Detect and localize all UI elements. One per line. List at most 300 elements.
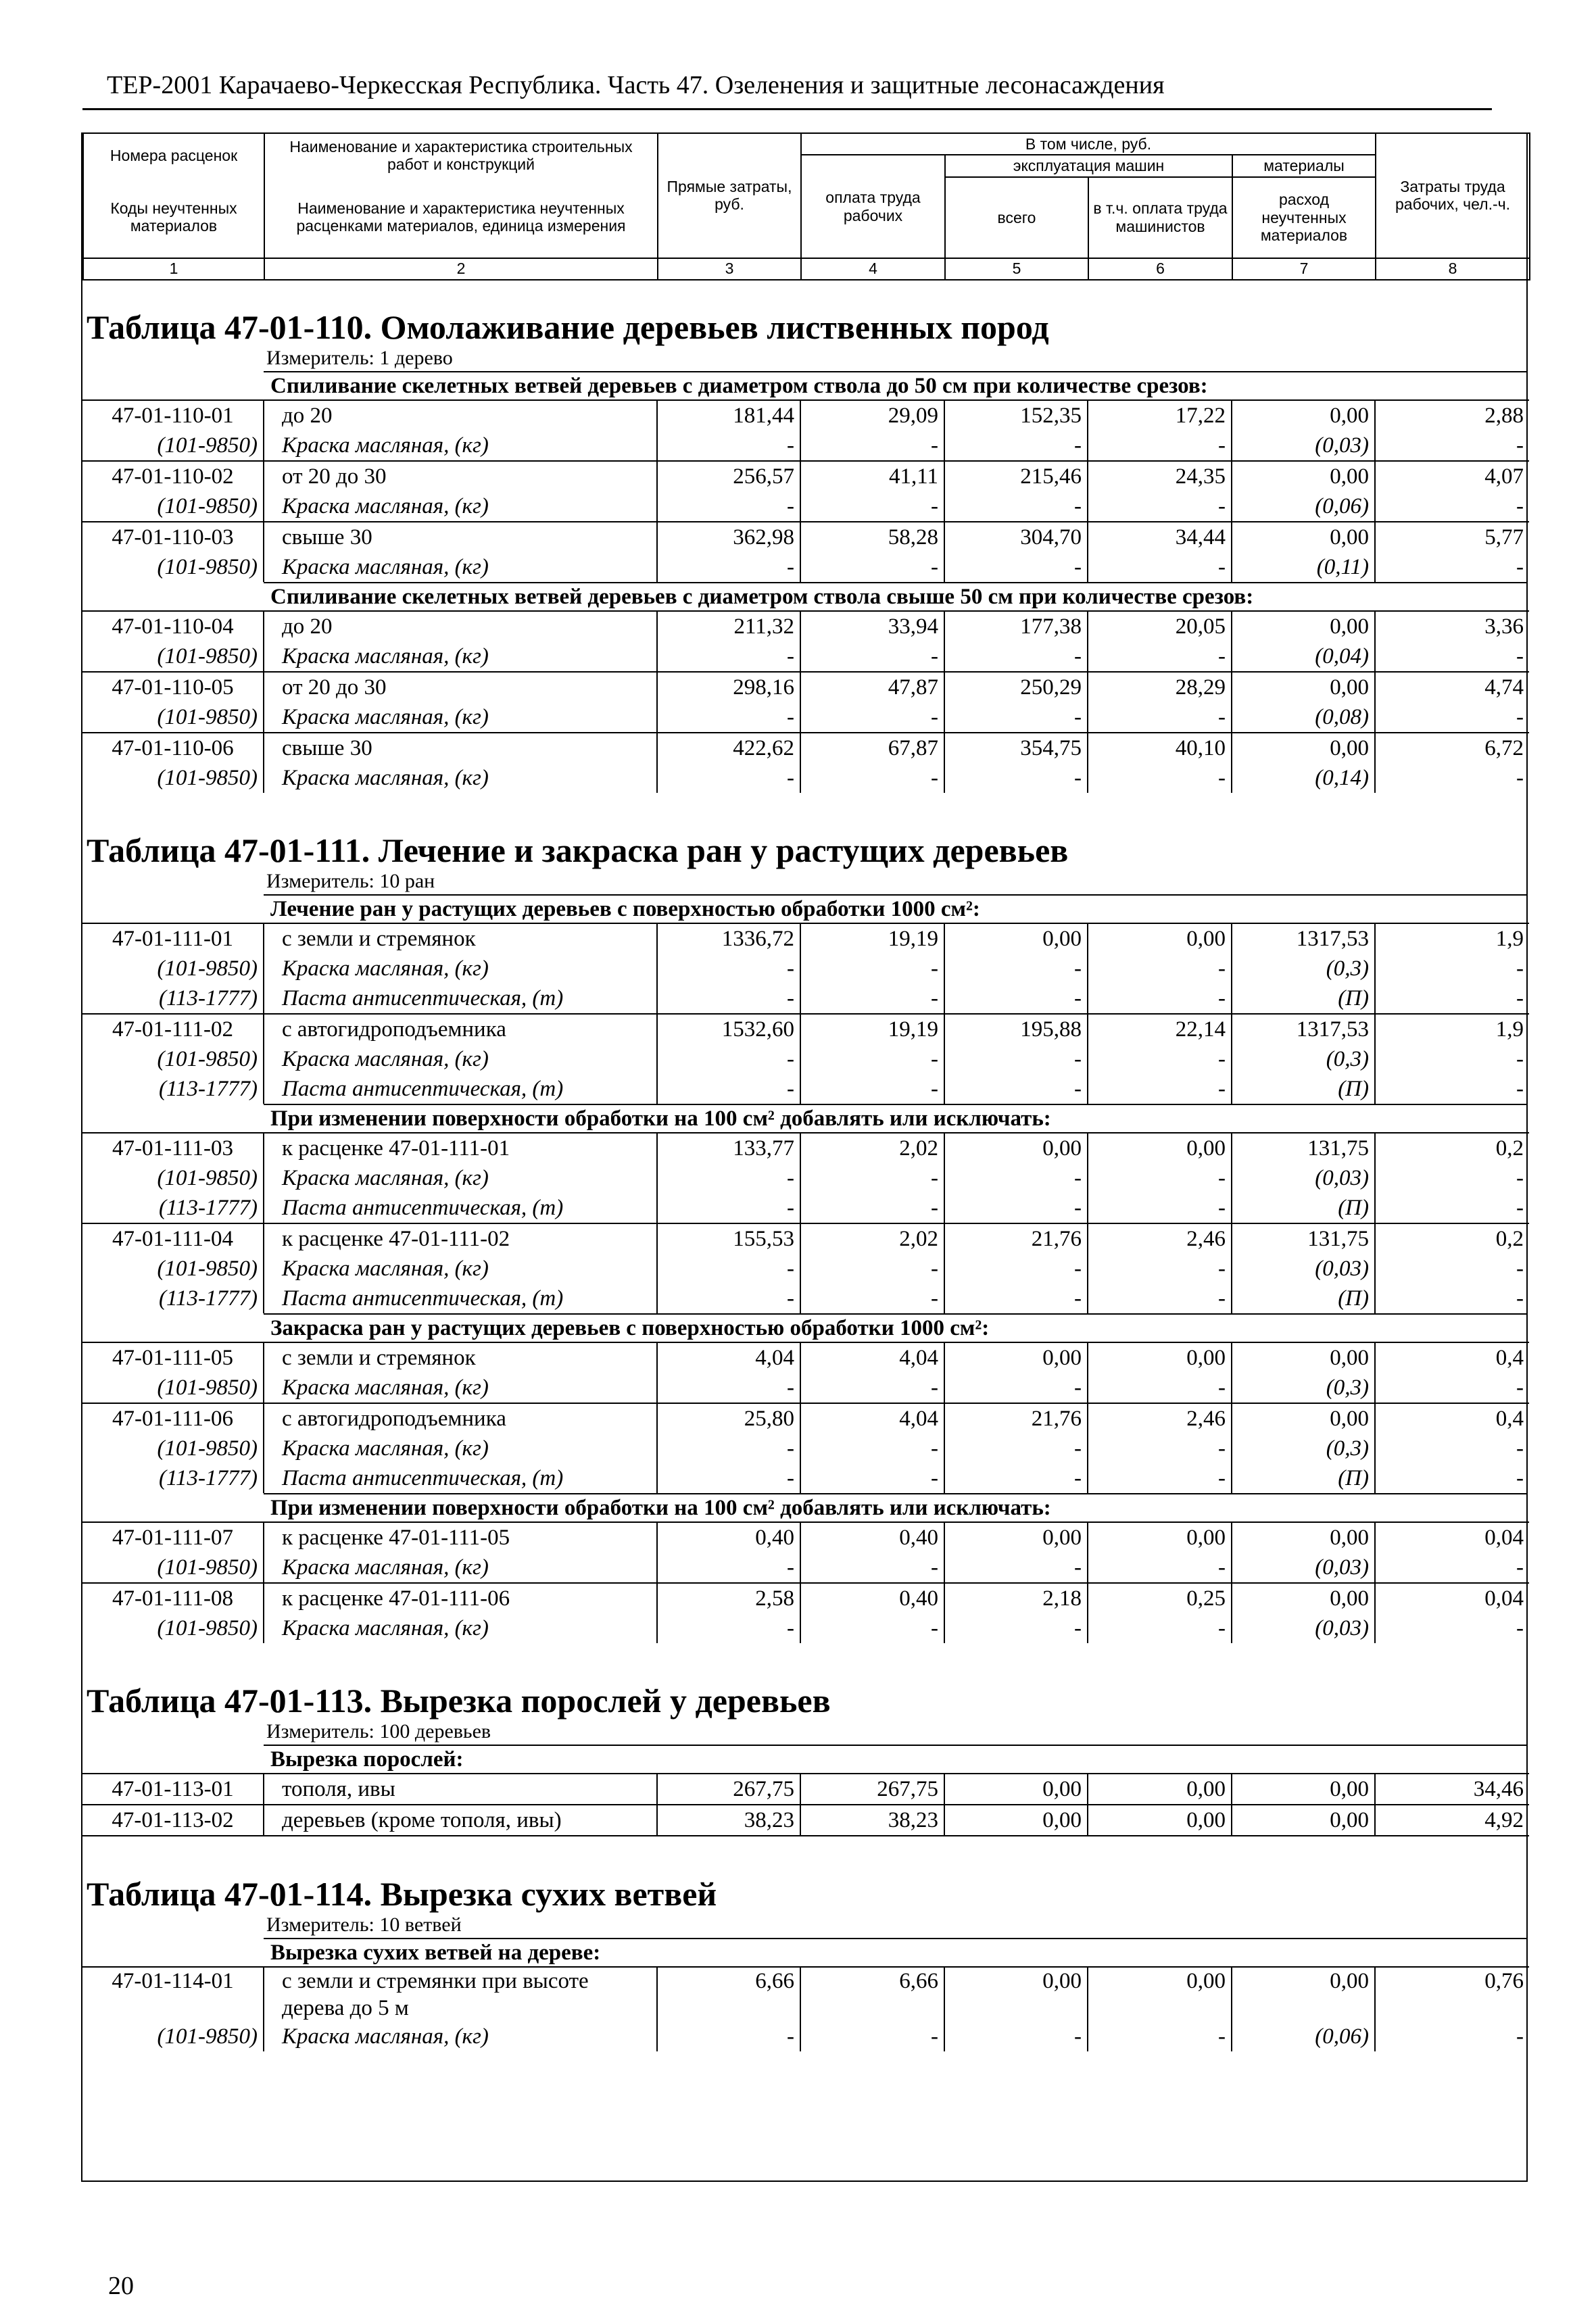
empty-dash: - bbox=[1088, 983, 1232, 1014]
labor-cost: 4,04 bbox=[800, 1403, 944, 1434]
empty-dash: - bbox=[800, 1254, 944, 1284]
direct-cost: 362,98 bbox=[657, 522, 800, 552]
material-quantity: (П) bbox=[1232, 1074, 1375, 1104]
empty-dash: - bbox=[944, 954, 1088, 983]
material-code: (101-9850) bbox=[82, 1254, 264, 1284]
empty-dash: - bbox=[944, 1553, 1088, 1583]
labor-hours: 1,9 bbox=[1375, 1014, 1529, 1044]
empty-dash: - bbox=[800, 1193, 944, 1223]
machine-cost: 0,00 bbox=[944, 1805, 1088, 1836]
machine-labor-cost: 28,29 bbox=[1088, 672, 1232, 702]
empty-dash: - bbox=[1516, 704, 1524, 729]
material-name: Краска масляная, (кг) bbox=[264, 1613, 657, 1643]
column-header-table bbox=[82, 132, 1530, 281]
material-row bbox=[82, 641, 1529, 672]
machine-cost: 0,00 bbox=[944, 1342, 1088, 1373]
material-code: (113-1777) bbox=[82, 1074, 264, 1104]
direct-cost: 155,53 bbox=[657, 1223, 800, 1254]
material-row bbox=[82, 763, 1529, 793]
material-code: (101-9850) bbox=[82, 1163, 264, 1193]
direct-cost: 25,80 bbox=[657, 1403, 800, 1434]
direct-cost: 133,77 bbox=[657, 1133, 800, 1163]
empty-dash: - bbox=[944, 1074, 1088, 1104]
machine-labor-cost: 17,22 bbox=[1088, 400, 1232, 431]
rate-code: 47-01-110-01 bbox=[82, 400, 264, 431]
empty-dash: - bbox=[800, 702, 944, 733]
direct-cost: 422,62 bbox=[657, 733, 800, 763]
table-title: Таблица 47-01-113. Вырезка порослей у деревьев bbox=[87, 1681, 831, 1720]
material-quantity: (0,14) bbox=[1232, 763, 1375, 793]
empty-dash: - bbox=[657, 954, 800, 983]
group-heading: Лечение ран у растущих деревьев с поверхностью обработки 1000 см²: bbox=[270, 896, 980, 921]
group-heading: При изменении поверхности обработки на 100 см² добавлять или исключать: bbox=[264, 1104, 1526, 1132]
rate-table-section bbox=[82, 1681, 1526, 1836]
empty-dash: - bbox=[944, 1044, 1088, 1074]
material-row bbox=[82, 1163, 1529, 1193]
machine-cost: 152,35 bbox=[944, 400, 1088, 431]
material-row bbox=[82, 431, 1529, 461]
labor-hours: 4,92 bbox=[1375, 1805, 1529, 1836]
empty-dash: - bbox=[1088, 1373, 1232, 1403]
direct-cost: 267,75 bbox=[657, 1774, 800, 1805]
material-name: Паста антисептическая, (т) bbox=[264, 1463, 657, 1493]
labor-hours: 0,4 bbox=[1375, 1342, 1529, 1373]
rate-name: от 20 до 30 bbox=[264, 672, 657, 702]
empty-dash: - bbox=[1088, 1193, 1232, 1223]
rates-table bbox=[82, 1966, 1529, 2051]
machine-cost: 2,18 bbox=[944, 1583, 1088, 1613]
empty-dash: - bbox=[944, 763, 1088, 793]
rate-name: свыше 30 bbox=[264, 733, 657, 763]
empty-dash: - bbox=[800, 1613, 944, 1643]
machine-labor-cost: 20,05 bbox=[1088, 611, 1232, 641]
empty-dash: - bbox=[1516, 1615, 1524, 1640]
header-rule bbox=[82, 108, 1492, 110]
material-name: Краска масляная, (кг) bbox=[264, 552, 657, 582]
material-name: Краска масляная, (кг) bbox=[264, 1553, 657, 1583]
labor-cost: 19,19 bbox=[800, 923, 944, 954]
machine-cost: 21,76 bbox=[944, 1403, 1088, 1434]
machine-labor-cost: 24,35 bbox=[1088, 461, 1232, 491]
material-cost: 0,00 bbox=[1232, 1774, 1375, 1805]
material-row bbox=[82, 1553, 1529, 1583]
rate-row bbox=[82, 461, 1529, 491]
material-row bbox=[82, 1254, 1529, 1284]
material-quantity: (0,3) bbox=[1232, 1434, 1375, 1463]
rate-code: 47-01-111-07 bbox=[82, 1522, 264, 1553]
material-quantity: (0,03) bbox=[1232, 1163, 1375, 1193]
empty-dash: - bbox=[1516, 765, 1524, 790]
labor-cost: 47,87 bbox=[800, 672, 944, 702]
rate-row bbox=[82, 1342, 1529, 1373]
direct-cost: 298,16 bbox=[657, 672, 800, 702]
empty-dash: - bbox=[1516, 1555, 1524, 1580]
material-quantity: (0,3) bbox=[1232, 1373, 1375, 1403]
table-title: Таблица 47-01-110. Омолаживание деревьев лиственных пород bbox=[87, 308, 1049, 346]
empty-dash: - bbox=[657, 2022, 800, 2051]
col-number-5: 5 bbox=[945, 258, 1088, 280]
material-name: Краска масляная, (кг) bbox=[264, 431, 657, 461]
empty-dash: - bbox=[1088, 1044, 1232, 1074]
material-name: Краска масляная, (кг) bbox=[264, 954, 657, 983]
empty-dash: - bbox=[1516, 2024, 1524, 2049]
machine-cost: 354,75 bbox=[944, 733, 1088, 763]
machine-labor-cost: 22,14 bbox=[1088, 1014, 1232, 1044]
material-quantity: (П) bbox=[1232, 1463, 1375, 1493]
material-quantity: (0,3) bbox=[1232, 1044, 1375, 1074]
material-code: (101-9850) bbox=[82, 1373, 264, 1403]
labor-cost: 58,28 bbox=[800, 522, 944, 552]
material-code: (101-9850) bbox=[82, 491, 264, 522]
empty-dash: - bbox=[657, 1613, 800, 1643]
material-quantity: (0,06) bbox=[1232, 491, 1375, 522]
machine-labor-cost: 40,10 bbox=[1088, 733, 1232, 763]
table-measure: Измеритель: 100 деревьев bbox=[264, 1720, 1526, 1746]
group-heading: Вырезка порослей: bbox=[270, 1747, 464, 1772]
rate-code: 47-01-110-05 bbox=[82, 672, 264, 702]
empty-dash: - bbox=[1516, 1375, 1524, 1400]
material-code: (101-9850) bbox=[82, 431, 264, 461]
material-cost: 0,00 bbox=[1232, 611, 1375, 641]
direct-cost: 256,57 bbox=[657, 461, 800, 491]
col-number-4: 4 bbox=[801, 258, 945, 280]
machine-labor-cost: 0,00 bbox=[1088, 1967, 1232, 2022]
rate-tables-container bbox=[82, 308, 1526, 2051]
labor-hours: 1,9 bbox=[1375, 923, 1529, 954]
rate-name: до 20 bbox=[264, 400, 657, 431]
material-cost: 0,00 bbox=[1232, 1522, 1375, 1553]
rate-row bbox=[82, 1403, 1529, 1434]
empty-dash: - bbox=[1516, 1256, 1524, 1281]
empty-dash: - bbox=[1088, 552, 1232, 582]
machine-cost: 215,46 bbox=[944, 461, 1088, 491]
material-row bbox=[82, 2022, 1529, 2051]
empty-dash: - bbox=[800, 1284, 944, 1313]
empty-dash: - bbox=[1088, 1553, 1232, 1583]
empty-dash: - bbox=[1088, 431, 1232, 461]
material-code: (101-9850) bbox=[82, 2022, 264, 2051]
labor-cost: 267,75 bbox=[800, 1774, 944, 1805]
labor-cost: 41,11 bbox=[800, 461, 944, 491]
material-row bbox=[82, 1463, 1529, 1493]
labor-cost: 0,40 bbox=[800, 1522, 944, 1553]
material-row bbox=[82, 491, 1529, 522]
labor-hours: 6,72 bbox=[1375, 733, 1529, 763]
empty-dash: - bbox=[657, 983, 800, 1014]
empty-dash: - bbox=[1516, 1436, 1524, 1461]
material-row bbox=[82, 1074, 1529, 1104]
machine-labor-cost: 0,25 bbox=[1088, 1583, 1232, 1613]
empty-dash: - bbox=[657, 641, 800, 672]
rate-row bbox=[82, 1967, 1529, 2022]
machine-cost: 177,38 bbox=[944, 611, 1088, 641]
labor-cost: 6,66 bbox=[800, 1967, 944, 2022]
material-name: Краска масляная, (кг) bbox=[264, 1373, 657, 1403]
empty-dash: - bbox=[1088, 1074, 1232, 1104]
material-row bbox=[82, 1284, 1529, 1313]
rate-table-section bbox=[82, 1874, 1526, 2051]
table-measure: Измеритель: 10 ран bbox=[264, 870, 1526, 896]
material-code: (101-9850) bbox=[82, 1553, 264, 1583]
labor-hours: 0,76 bbox=[1375, 1967, 1529, 2022]
empty-dash: - bbox=[657, 702, 800, 733]
empty-dash: - bbox=[657, 552, 800, 582]
empty-dash: - bbox=[1088, 954, 1232, 983]
col5-header: всего bbox=[945, 177, 1088, 258]
labor-hours: 5,77 bbox=[1375, 522, 1529, 552]
material-name: Краска масляная, (кг) bbox=[264, 641, 657, 672]
machine-labor-cost: 2,46 bbox=[1088, 1223, 1232, 1254]
empty-dash: - bbox=[944, 1254, 1088, 1284]
material-quantity: (П) bbox=[1232, 1193, 1375, 1223]
col7-header: расход неучтенных материалов bbox=[1232, 177, 1376, 258]
material-name: Краска масляная, (кг) bbox=[264, 763, 657, 793]
direct-cost: 181,44 bbox=[657, 400, 800, 431]
empty-dash: - bbox=[800, 552, 944, 582]
rate-code: 47-01-110-06 bbox=[82, 733, 264, 763]
material-cost: 0,00 bbox=[1232, 672, 1375, 702]
labor-cost: 67,87 bbox=[800, 733, 944, 763]
empty-dash: - bbox=[800, 983, 944, 1014]
col6-header: в т.ч. оплата труда машинистов bbox=[1088, 177, 1232, 258]
material-name: Паста антисептическая, (т) bbox=[264, 1284, 657, 1313]
machine-cost: 21,76 bbox=[944, 1223, 1088, 1254]
empty-dash: - bbox=[657, 431, 800, 461]
material-quantity: (П) bbox=[1232, 1284, 1375, 1313]
empty-dash: - bbox=[1516, 1046, 1524, 1071]
empty-dash: - bbox=[1516, 985, 1524, 1010]
col-number-3: 3 bbox=[658, 258, 801, 280]
material-quantity: (0,03) bbox=[1232, 1254, 1375, 1284]
rate-code: 47-01-111-04 bbox=[82, 1223, 264, 1254]
empty-dash: - bbox=[944, 983, 1088, 1014]
col2-top-header: Наименование и характеристика строительных работ и конструкций bbox=[264, 133, 658, 177]
material-code: (101-9850) bbox=[82, 552, 264, 582]
rate-row bbox=[82, 1522, 1529, 1553]
empty-dash: - bbox=[1088, 763, 1232, 793]
empty-dash: - bbox=[657, 491, 800, 522]
rate-code: 47-01-111-08 bbox=[82, 1583, 264, 1613]
empty-dash: - bbox=[657, 1434, 800, 1463]
empty-dash: - bbox=[1516, 493, 1524, 518]
empty-dash: - bbox=[800, 1553, 944, 1583]
machine-cost: 0,00 bbox=[944, 1522, 1088, 1553]
rates-table bbox=[82, 1773, 1529, 1836]
labor-hours: 2,88 bbox=[1375, 400, 1529, 431]
page-number: 20 bbox=[108, 2272, 134, 2300]
direct-cost: 211,32 bbox=[657, 611, 800, 641]
machine-labor-cost: 0,00 bbox=[1088, 1133, 1232, 1163]
empty-dash: - bbox=[1516, 643, 1524, 668]
rate-code: 47-01-114-01 bbox=[82, 1967, 264, 2022]
material-row bbox=[82, 1613, 1529, 1643]
rate-code: 47-01-110-03 bbox=[82, 522, 264, 552]
rate-row bbox=[82, 1805, 1529, 1836]
material-name: Краска масляная, (кг) bbox=[264, 491, 657, 522]
empty-dash: - bbox=[800, 641, 944, 672]
labor-hours: 34,46 bbox=[1375, 1774, 1529, 1805]
rate-row bbox=[82, 522, 1529, 552]
empty-dash: - bbox=[1088, 1463, 1232, 1493]
empty-dash: - bbox=[944, 1163, 1088, 1193]
material-cost: 0,00 bbox=[1232, 733, 1375, 763]
rate-code: 47-01-110-04 bbox=[82, 611, 264, 641]
labor-hours: 0,4 bbox=[1375, 1403, 1529, 1434]
empty-dash: - bbox=[800, 1434, 944, 1463]
empty-dash: - bbox=[800, 1074, 944, 1104]
rate-code: 47-01-111-03 bbox=[82, 1133, 264, 1163]
material-code: (101-9850) bbox=[82, 1044, 264, 1074]
labor-hours: 0,04 bbox=[1375, 1522, 1529, 1553]
material-cost: 0,00 bbox=[1232, 461, 1375, 491]
direct-cost: 1532,60 bbox=[657, 1014, 800, 1044]
rates-table bbox=[82, 399, 1529, 582]
material-quantity: (П) bbox=[1232, 983, 1375, 1014]
material-row bbox=[82, 1193, 1529, 1223]
group-heading: Вырезка сухих ветвей на дереве: bbox=[270, 1940, 601, 1965]
rate-name: деревьев (кроме тополя, ивы) bbox=[264, 1805, 657, 1836]
rate-row bbox=[82, 1774, 1529, 1805]
empty-dash: - bbox=[657, 1373, 800, 1403]
rate-row bbox=[82, 611, 1529, 641]
empty-dash: - bbox=[1516, 1286, 1524, 1311]
material-name: Краска масляная, (кг) bbox=[264, 1434, 657, 1463]
empty-dash: - bbox=[800, 491, 944, 522]
material-row bbox=[82, 1434, 1529, 1463]
machine-cost: 0,00 bbox=[944, 1133, 1088, 1163]
labor-cost: 4,04 bbox=[800, 1342, 944, 1373]
empty-dash: - bbox=[657, 1044, 800, 1074]
material-name: Краска масляная, (кг) bbox=[264, 1254, 657, 1284]
material-name: Паста антисептическая, (т) bbox=[264, 983, 657, 1014]
machine-cost: 250,29 bbox=[944, 672, 1088, 702]
group-heading: Спиливание скелетных ветвей деревьев с диаметром ствола свыше 50 см при количестве срезов: bbox=[264, 582, 1526, 610]
empty-dash: - bbox=[1516, 1076, 1524, 1101]
rates-document bbox=[81, 132, 1528, 2182]
rate-code: 47-01-111-05 bbox=[82, 1342, 264, 1373]
empty-dash: - bbox=[1516, 1195, 1524, 1220]
col-number-2: 2 bbox=[264, 258, 658, 280]
direct-cost: 4,04 bbox=[657, 1342, 800, 1373]
labor-cost: 38,23 bbox=[800, 1805, 944, 1836]
group-heading: Спиливание скелетных ветвей деревьев с диаметром ствола до 50 см при количестве срезов: bbox=[270, 373, 1208, 398]
material-quantity: (0,03) bbox=[1232, 1553, 1375, 1583]
rate-code: 47-01-111-02 bbox=[82, 1014, 264, 1044]
rate-row bbox=[82, 400, 1529, 431]
machine-labor-cost: 0,00 bbox=[1088, 1342, 1232, 1373]
material-row bbox=[82, 1373, 1529, 1403]
empty-dash: - bbox=[1516, 433, 1524, 458]
group-heading: При изменении поверхности обработки на 100 см² добавлять или исключать: bbox=[264, 1493, 1526, 1521]
rate-name: свыше 30 bbox=[264, 522, 657, 552]
material-name: Краска масляная, (кг) bbox=[264, 1044, 657, 1074]
material-code: (101-9850) bbox=[82, 1613, 264, 1643]
empty-dash: - bbox=[1516, 956, 1524, 981]
empty-dash: - bbox=[1088, 1254, 1232, 1284]
empty-dash: - bbox=[944, 1373, 1088, 1403]
empty-dash: - bbox=[944, 1463, 1088, 1493]
labor-cost: 33,94 bbox=[800, 611, 944, 641]
rate-name: к расценке 47-01-111-06 bbox=[264, 1583, 657, 1613]
material-cost: 0,00 bbox=[1232, 1805, 1375, 1836]
empty-dash: - bbox=[800, 763, 944, 793]
col1-top-header: Номера расценок bbox=[83, 133, 264, 177]
empty-dash: - bbox=[800, 954, 944, 983]
labor-cost: 29,09 bbox=[800, 400, 944, 431]
rates-table bbox=[82, 923, 1529, 1104]
rate-row bbox=[82, 1133, 1529, 1163]
empty-dash: - bbox=[944, 431, 1088, 461]
material-name: Паста антисептическая, (т) bbox=[264, 1074, 657, 1104]
material-quantity: (0,03) bbox=[1232, 431, 1375, 461]
empty-dash: - bbox=[1088, 1163, 1232, 1193]
col-number-8: 8 bbox=[1376, 258, 1530, 280]
rate-row bbox=[82, 1014, 1529, 1044]
rate-name: от 20 до 30 bbox=[264, 461, 657, 491]
empty-dash: - bbox=[944, 491, 1088, 522]
empty-dash: - bbox=[1516, 1465, 1524, 1490]
empty-dash: - bbox=[657, 1193, 800, 1223]
machine-labor-cost: 0,00 bbox=[1088, 1774, 1232, 1805]
material-cost: 131,75 bbox=[1232, 1223, 1375, 1254]
rate-code: 47-01-111-01 bbox=[82, 923, 264, 954]
rate-table-section bbox=[82, 831, 1526, 1643]
direct-cost: 2,58 bbox=[657, 1583, 800, 1613]
material-row bbox=[82, 552, 1529, 582]
empty-dash: - bbox=[1088, 2022, 1232, 2051]
table-measure: Измеритель: 1 дерево bbox=[264, 347, 1526, 372]
material-name: Краска масляная, (кг) bbox=[264, 702, 657, 733]
col-number-6: 6 bbox=[1088, 258, 1232, 280]
material-code: (101-9850) bbox=[82, 702, 264, 733]
empty-dash: - bbox=[657, 1553, 800, 1583]
rate-table-section bbox=[82, 308, 1526, 793]
material-quantity: (0,08) bbox=[1232, 702, 1375, 733]
empty-dash: - bbox=[657, 1254, 800, 1284]
material-quantity: (0,06) bbox=[1232, 2022, 1375, 2051]
col-number-1: 1 bbox=[83, 258, 264, 280]
material-row bbox=[82, 1044, 1529, 1074]
empty-dash: - bbox=[657, 1463, 800, 1493]
material-code: (101-9850) bbox=[82, 1434, 264, 1463]
rate-name: с земли и стремянки при высоте дерева до 5 м bbox=[264, 1967, 657, 2022]
material-cost: 131,75 bbox=[1232, 1133, 1375, 1163]
material-row bbox=[82, 954, 1529, 983]
empty-dash: - bbox=[1088, 702, 1232, 733]
labor-hours: 3,36 bbox=[1375, 611, 1529, 641]
rate-code: 47-01-111-06 bbox=[82, 1403, 264, 1434]
labor-cost: 19,19 bbox=[800, 1014, 944, 1044]
material-cost: 0,00 bbox=[1232, 522, 1375, 552]
material-cost: 0,00 bbox=[1232, 1583, 1375, 1613]
direct-cost: 38,23 bbox=[657, 1805, 800, 1836]
material-cost: 1317,53 bbox=[1232, 923, 1375, 954]
group-header-top: В том числе, руб. bbox=[801, 133, 1376, 155]
material-code: (113-1777) bbox=[82, 1284, 264, 1313]
empty-dash: - bbox=[800, 2022, 944, 2051]
rate-name: тополя, ивы bbox=[264, 1774, 657, 1805]
rates-table bbox=[82, 1132, 1529, 1313]
empty-dash: - bbox=[657, 1163, 800, 1193]
empty-dash: - bbox=[944, 1434, 1088, 1463]
empty-dash: - bbox=[1088, 1284, 1232, 1313]
empty-dash: - bbox=[944, 702, 1088, 733]
material-row bbox=[82, 702, 1529, 733]
machine-labor-cost: 34,44 bbox=[1088, 522, 1232, 552]
group-machines-header: эксплуатация машин bbox=[945, 155, 1232, 176]
rates-table bbox=[82, 1521, 1529, 1643]
rate-row bbox=[82, 1583, 1529, 1613]
